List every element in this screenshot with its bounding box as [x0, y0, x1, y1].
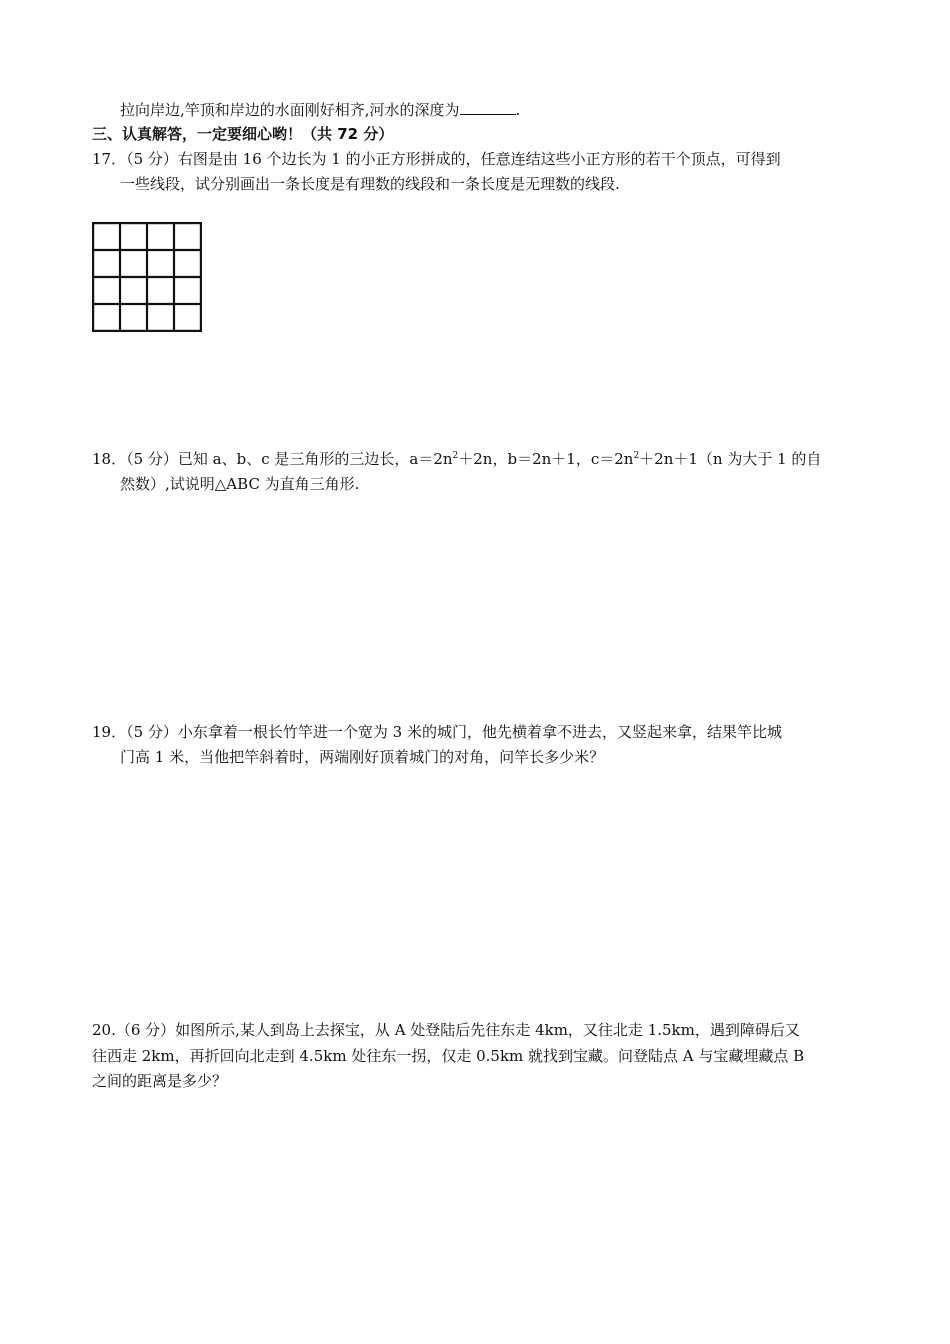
continued-question-tail: . — [515, 101, 521, 119]
q20-line-3: 之间的距离是多少？ — [92, 1072, 228, 1090]
q18-line-1 — [92, 449, 821, 469]
q20-line-1: 20.（6 分）如图所示,某人到岛上去探宝，从 A 处登陆后先往东走 4km，又往北走 1.5km，遇到障碍后又 — [92, 1021, 800, 1039]
q18-text-c: ＋2n＋1（n 为大于 1 的自 — [639, 450, 822, 468]
q17-line-1: 17．（5 分）右图是由 16 个边长为 1 的小正方形拼成的，任意连结这些小正方形的若干个顶点，可得到 — [92, 150, 781, 168]
q18-exponent-a: 2 — [452, 451, 459, 461]
answer-blank[interactable] — [460, 100, 516, 115]
q17-line-2: 一些线段，试分别画出一条长度是有理数的线段和一条长度是无理数的线段. — [120, 175, 620, 193]
q18-text-a: 18．（5 分）已知 a、b、c 是三角形的三边长，a＝2n — [92, 450, 453, 468]
continued-question-line — [120, 100, 520, 120]
q18-exponent-b: 2 — [633, 451, 640, 461]
q19-line-1: 19．（5 分）小东拿着一根长竹竿进一个宽为 3 米的城门，他先横着拿不进去，又竖起来拿，结果竿比城 — [92, 723, 782, 741]
q20-line-2: 往西走 2km，再折回向北走到 4.5km 处往东一拐，仅走 0.5km 就找到宝藏。问登陆点 A 与宝藏埋藏点 B — [92, 1047, 805, 1065]
q19-line-2: 门高 1 米，当他把竿斜着时，两端刚好顶着城门的对角，问竿长多少米？ — [120, 748, 605, 766]
q18-line-2: 然数）,试说明△ABC 为直角三角形. — [120, 475, 360, 493]
section-heading: 三、认真解答，一定要细心哟！（共 72 分） — [92, 125, 394, 143]
square-grid-figure — [92, 222, 202, 332]
continued-question-text: 拉向岸边,竿顶和岸边的水面刚好相齐,河水的深度为 — [120, 101, 460, 119]
q18-text-b: ＋2n，b＝2n＋1，c＝2n — [458, 450, 634, 468]
